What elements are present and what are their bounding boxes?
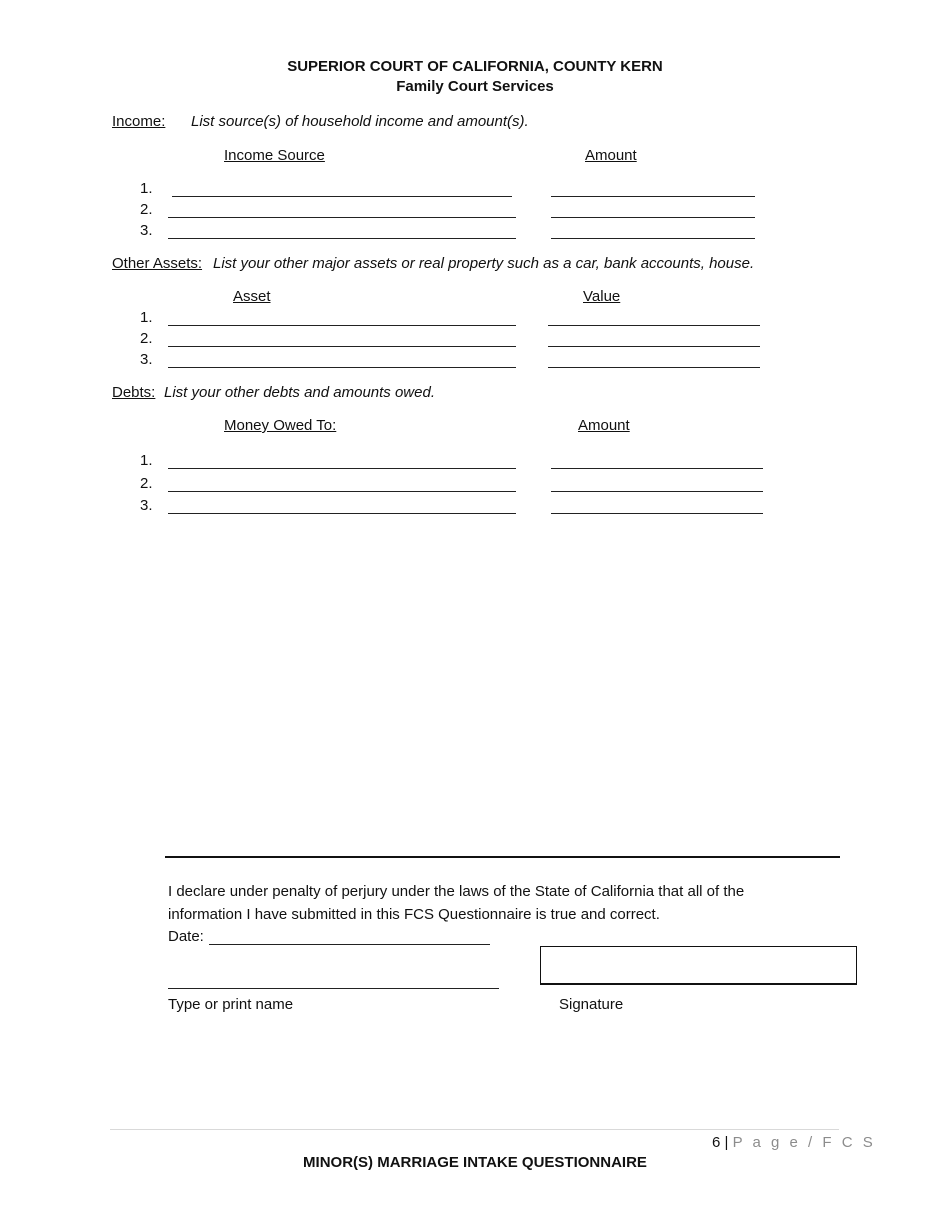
- form-title: MINOR(S) MARRIAGE INTAKE QUESTIONNAIRE: [303, 1154, 647, 1171]
- assets-row-number: 3.: [140, 351, 153, 368]
- income-source-line[interactable]: [172, 196, 512, 197]
- debts-row-number: 1.: [140, 452, 153, 469]
- page-indicator: [712, 1134, 876, 1151]
- money-owed-line[interactable]: [168, 468, 516, 469]
- value-line[interactable]: [548, 367, 760, 368]
- page-separator: |: [724, 1134, 729, 1151]
- assets-row-number: 1.: [140, 309, 153, 326]
- value-line[interactable]: [548, 325, 760, 326]
- debts-row-number: 3.: [140, 497, 153, 514]
- income-row-number: 2.: [140, 201, 153, 218]
- assets-instruction: List your other major assets or real property such as a car, bank accounts, house.: [213, 255, 755, 272]
- income-instruction: List source(s) of household income and amount(s).: [191, 113, 529, 130]
- date-label: Date:: [168, 928, 204, 945]
- assets-row-number: 2.: [140, 330, 153, 347]
- income-label: Income:: [112, 113, 166, 130]
- footer-divider: [110, 1129, 839, 1130]
- print-name-label: Type or print name: [168, 996, 294, 1013]
- income-amount-line[interactable]: [551, 238, 755, 239]
- asset-line[interactable]: [168, 346, 516, 347]
- income-row-number: 3.: [140, 222, 153, 239]
- debt-amount-header: Amount: [578, 417, 630, 434]
- debt-amount-line[interactable]: [551, 513, 763, 514]
- debts-label: Debts:: [112, 384, 156, 401]
- money-owed-header: Money Owed To:: [224, 417, 337, 434]
- debts-row-number: 2.: [140, 475, 153, 492]
- debt-amount-line[interactable]: [551, 468, 763, 469]
- asset-line[interactable]: [168, 325, 516, 326]
- income-amount-line[interactable]: [551, 217, 755, 218]
- income-source-line[interactable]: [168, 238, 516, 239]
- income-amount-header: Amount: [585, 147, 637, 164]
- signature-box[interactable]: [540, 946, 857, 985]
- division-title: Family Court Services: [396, 78, 554, 95]
- value-header: Value: [583, 288, 621, 305]
- signature-label: Signature: [559, 996, 624, 1013]
- income-amount-line[interactable]: [551, 196, 755, 197]
- debt-amount-line[interactable]: [551, 491, 763, 492]
- income-source-header: Income Source: [224, 147, 325, 164]
- assets-label: Other Assets:: [112, 255, 203, 272]
- income-row-number: 1.: [140, 180, 153, 197]
- asset-header: Asset: [233, 288, 271, 305]
- page-number: 6: [712, 1134, 721, 1151]
- court-title: SUPERIOR COURT OF CALIFORNIA, COUNTY KERN: [287, 58, 663, 75]
- declaration-line-2: information I have submitted in this FCS Questionnaire is true and correct.: [168, 906, 660, 923]
- page-word: P a g e / F C S: [732, 1134, 876, 1151]
- section-divider: [165, 856, 840, 858]
- money-owed-line[interactable]: [168, 513, 516, 514]
- value-line[interactable]: [548, 346, 760, 347]
- debts-instruction: List your other debts and amounts owed.: [164, 384, 435, 401]
- asset-line[interactable]: [168, 367, 516, 368]
- date-field[interactable]: [209, 944, 490, 945]
- income-source-line[interactable]: [168, 217, 516, 218]
- declaration-line-1: I declare under penalty of perjury under the laws of the State of California that all of the: [168, 883, 745, 900]
- print-name-field[interactable]: [168, 988, 499, 989]
- money-owed-line[interactable]: [168, 491, 516, 492]
